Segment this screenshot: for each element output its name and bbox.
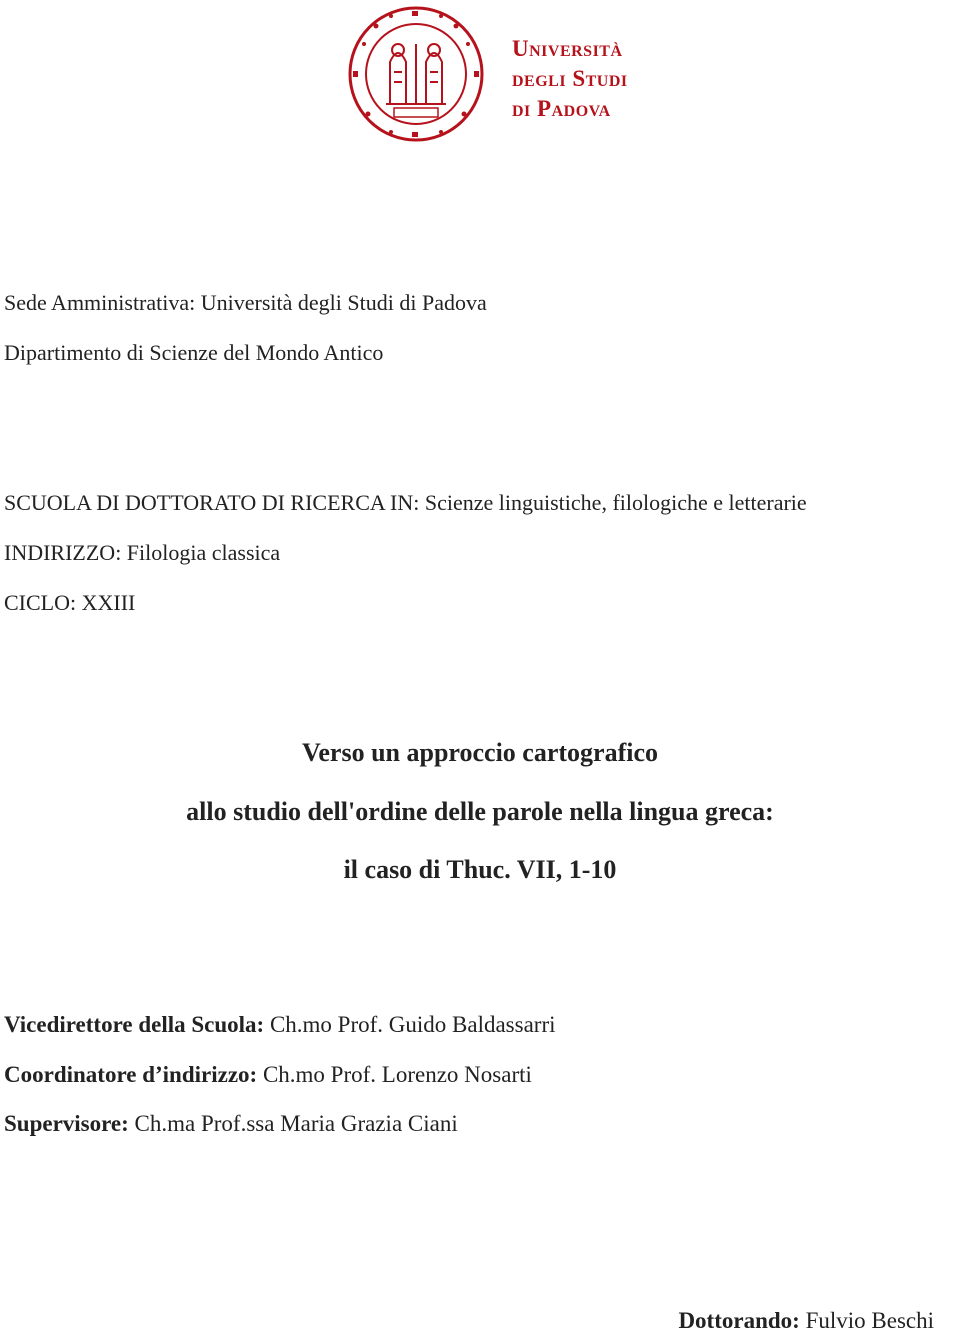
university-logo xyxy=(346,4,656,144)
thesis-title-line-2: allo studio dell'ordine delle parole nella lingua greca: xyxy=(186,797,774,826)
thesis-title-line-3: il caso di Thuc. VII, 1-10 xyxy=(343,855,617,884)
vicedirettore-label: Vicedirettore della Scuola: xyxy=(4,1012,265,1037)
university-name-line: degli Studi xyxy=(512,66,628,91)
university-name-line: Università xyxy=(512,36,623,61)
supervisore-label: Supervisore: xyxy=(4,1111,129,1136)
sede-amministrativa: Sede Amministrativa: Università degli Studi di Padova xyxy=(4,290,487,315)
dottorando-name: Fulvio Beschi xyxy=(805,1308,934,1333)
dipartimento: Dipartimento di Scienze del Mondo Antico xyxy=(4,340,384,365)
university-name xyxy=(512,34,628,124)
thesis-title-line-1: Verso un approccio cartografico xyxy=(301,738,658,767)
coordinatore-name: Ch.mo Prof. Lorenzo Nosarti xyxy=(262,1062,532,1087)
dottorando xyxy=(678,1308,934,1334)
ciclo: CICLO: XXIII xyxy=(4,590,136,615)
dottorando-label: Dottorando: xyxy=(678,1308,800,1333)
university-name-line: di Padova xyxy=(512,96,611,121)
supervisore-name: Ch.ma Prof.ssa Maria Grazia Ciani xyxy=(134,1111,458,1136)
vicedirettore xyxy=(4,1012,556,1038)
university-seal-icon xyxy=(346,4,486,144)
coordinatore xyxy=(4,1062,532,1088)
vicedirettore-name: Ch.mo Prof. Guido Baldassarri xyxy=(269,1012,556,1037)
indirizzo: INDIRIZZO: Filologia classica xyxy=(4,540,281,565)
scuola-dottorato: SCUOLA DI DOTTORATO DI RICERCA IN: Scienze linguistiche, filologiche e letterarie xyxy=(4,490,807,515)
supervisore xyxy=(4,1111,458,1137)
coordinatore-label: Coordinatore d’indirizzo: xyxy=(4,1062,258,1087)
